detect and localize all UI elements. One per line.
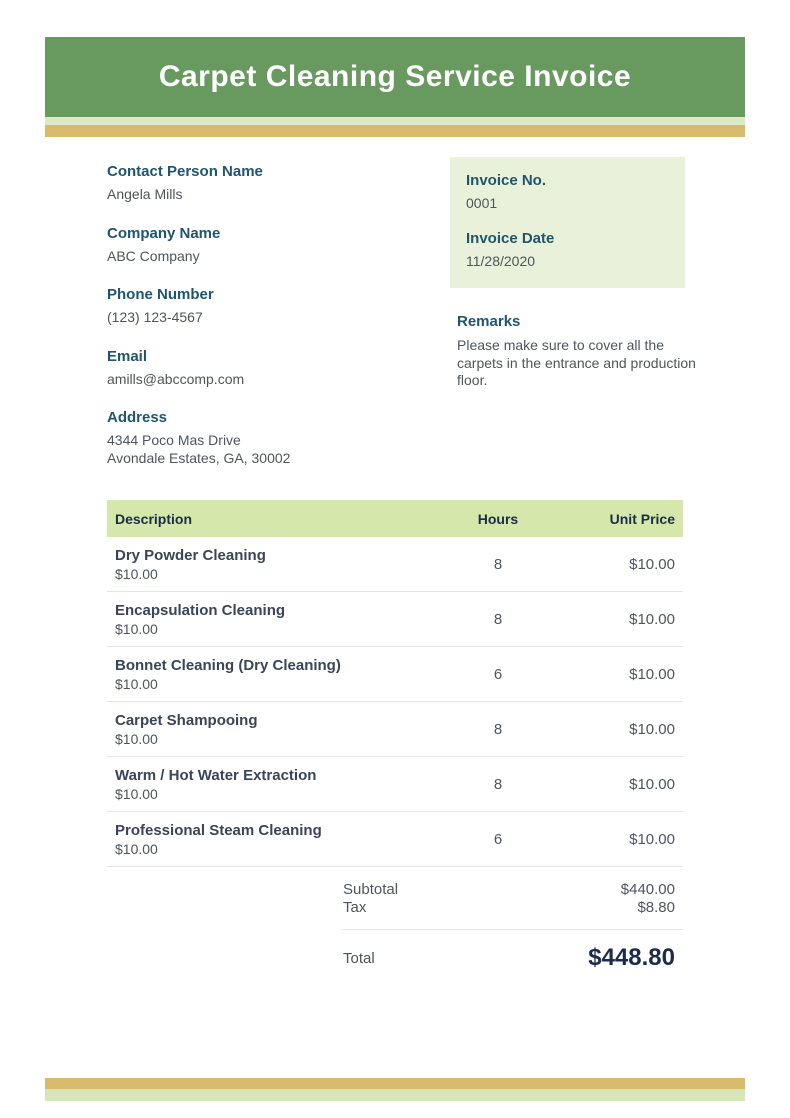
phone-number-label: Phone Number xyxy=(107,286,214,303)
email-field xyxy=(107,348,447,389)
remarks-label: Remarks xyxy=(457,313,521,330)
table-header-row xyxy=(107,500,683,537)
remarks-section xyxy=(457,313,697,390)
tax-row xyxy=(343,899,683,917)
address-line-2: Avondale Estates, GA, 30002 xyxy=(107,449,291,466)
row-unit-price: $10.00 xyxy=(629,775,675,793)
table-row xyxy=(107,757,683,812)
tax-value: $8.80 xyxy=(637,899,675,916)
row-unit-price: $10.00 xyxy=(629,555,675,573)
page-title: Carpet Cleaning Service Invoice xyxy=(158,60,632,93)
column-header-hours: Hours xyxy=(477,510,519,527)
table-row xyxy=(107,537,683,592)
company-name-value: ABC Company xyxy=(107,247,200,264)
row-price-note: $10.00 xyxy=(115,785,158,802)
invoice-date-label: Invoice Date xyxy=(466,229,555,247)
table-row xyxy=(107,592,683,647)
table-row xyxy=(107,702,683,757)
invoice-date-value: 11/28/2020 xyxy=(466,252,536,269)
address-label: Address xyxy=(107,409,168,426)
total-label: Total xyxy=(343,949,375,967)
row-price-note: $10.00 xyxy=(115,565,158,582)
row-description: Carpet Shampooing xyxy=(115,711,258,729)
top-stripe-gold xyxy=(45,125,745,137)
invoice-number-label: Invoice No. xyxy=(466,172,547,189)
row-hours: 8 xyxy=(493,555,503,573)
row-hours: 8 xyxy=(493,610,503,628)
row-price-note: $10.00 xyxy=(115,840,158,857)
subtotal-value: $440.00 xyxy=(620,881,675,898)
email-label: Email xyxy=(107,347,148,365)
contact-person-value: Angela Mills xyxy=(107,186,183,202)
row-description: Bonnet Cleaning (Dry Cleaning) xyxy=(115,656,341,674)
contact-person-label: Contact Person Name xyxy=(107,163,263,180)
top-stripe-light-green xyxy=(45,117,745,125)
bottom-stripe-gold xyxy=(45,1078,745,1089)
row-hours: 6 xyxy=(493,665,503,683)
row-unit-price: $10.00 xyxy=(629,665,675,683)
row-hours: 6 xyxy=(493,830,503,848)
bottom-stripe-light-green xyxy=(45,1089,745,1101)
address-line-1: 4344 Poco Mas Drive xyxy=(107,432,241,448)
table-row xyxy=(107,812,683,867)
row-price-note: $10.00 xyxy=(115,675,158,692)
tax-label: Tax xyxy=(343,899,367,916)
row-hours: 8 xyxy=(493,720,503,738)
total-value: $448.80 xyxy=(588,944,675,971)
phone-number-value: (123) 123-4567 xyxy=(107,309,203,325)
invoice-meta-panel xyxy=(450,157,685,288)
row-unit-price: $10.00 xyxy=(629,720,675,738)
row-description: Dry Powder Cleaning xyxy=(115,546,266,564)
row-hours: 8 xyxy=(493,775,503,793)
contact-person-field xyxy=(107,163,447,204)
subtotal-label: Subtotal xyxy=(343,881,399,898)
invoice-number-field xyxy=(466,172,669,213)
row-unit-price: $10.00 xyxy=(629,610,675,628)
subtotal-row xyxy=(343,881,683,899)
totals-section xyxy=(343,867,683,972)
column-header-unit-price: Unit Price xyxy=(609,510,675,527)
invoice-title-banner xyxy=(45,37,745,117)
email-value: amills@abccomp.com xyxy=(107,370,245,387)
row-description: Encapsulation Cleaning xyxy=(115,601,286,619)
row-price-note: $10.00 xyxy=(115,620,158,637)
row-unit-price: $10.00 xyxy=(629,830,675,848)
row-description: Warm / Hot Water Extraction xyxy=(115,766,317,784)
column-header-description: Description xyxy=(115,510,193,527)
phone-number-field xyxy=(107,286,447,327)
address-field xyxy=(107,409,447,467)
total-row xyxy=(343,930,683,972)
company-name-label: Company Name xyxy=(107,224,221,242)
line-items-table xyxy=(107,500,683,972)
invoice-date-field xyxy=(466,230,669,271)
company-name-field xyxy=(107,225,447,266)
invoice-number-value: 0001 xyxy=(466,195,498,211)
remarks-text: Please make sure to cover all the carpets in the entrance and production floor. xyxy=(457,337,696,388)
row-price-note: $10.00 xyxy=(115,730,158,747)
row-description: Professional Steam Cleaning xyxy=(115,821,322,839)
contact-info-section xyxy=(107,163,447,488)
table-row xyxy=(107,647,683,702)
